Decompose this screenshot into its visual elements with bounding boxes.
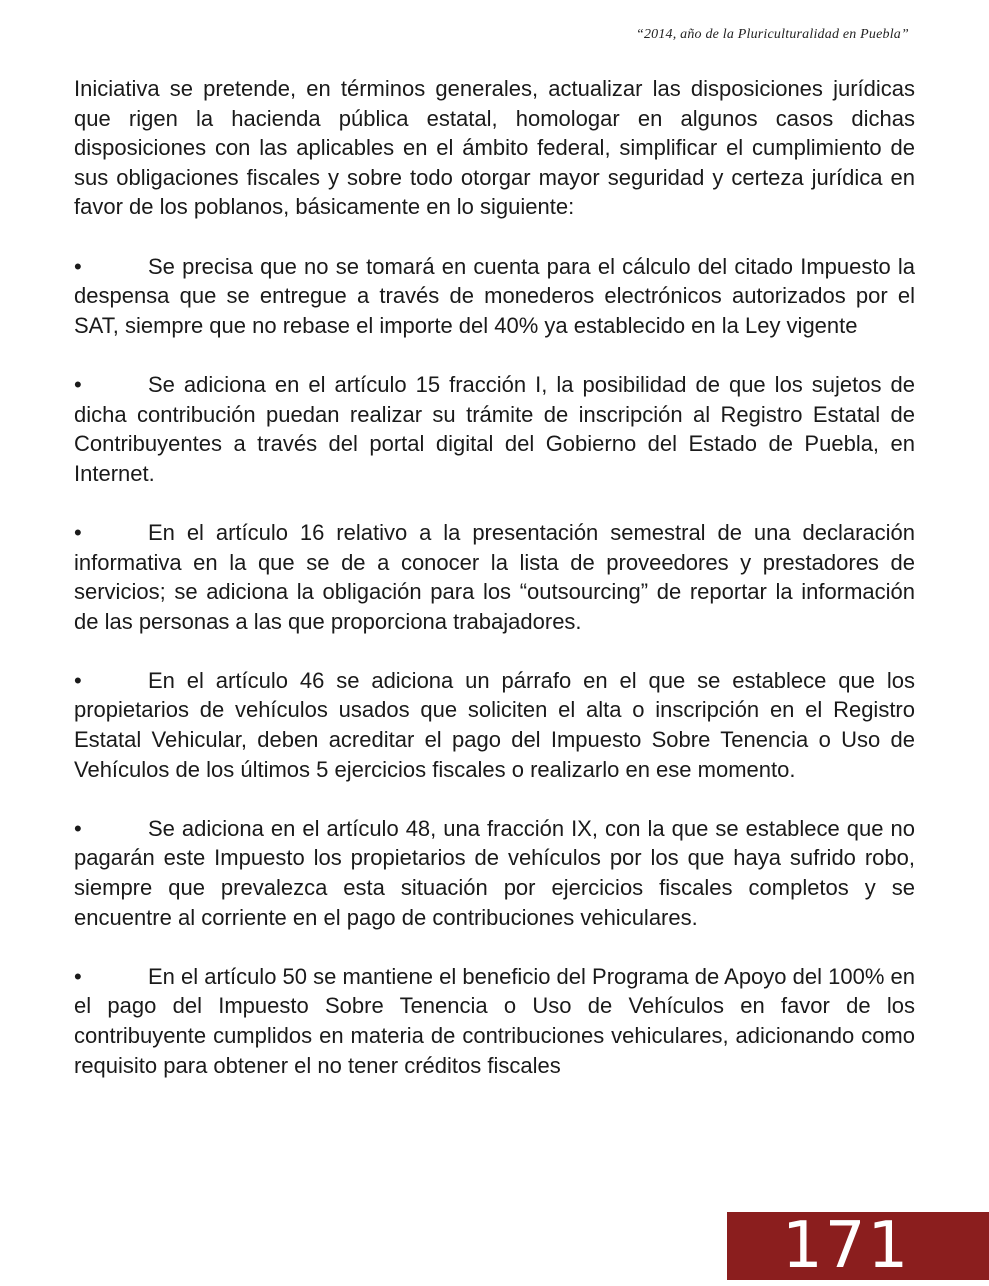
page-number: 171 (782, 1209, 911, 1283)
list-item (74, 252, 915, 341)
paragraph-spacer (74, 784, 915, 814)
list-item (74, 666, 915, 784)
paragraph-spacer (74, 636, 915, 666)
bullet-symbol: • (74, 371, 82, 397)
list-item (74, 518, 915, 636)
list-item (74, 370, 915, 488)
bullet-symbol: • (74, 815, 82, 841)
list-item (74, 962, 915, 1080)
bullet-symbol: • (74, 667, 82, 693)
list-item (74, 814, 915, 932)
list-item-text: Se adiciona en el artículo 15 fracción I, la posibilidad de que los sujetos de dicha contribución puedan realizar su trámite de inscripción al Registro Estatal de Contribuyentes a través del portal digital del Gobierno del Estado de Puebla, en Internet. (74, 371, 915, 486)
list-item-text: En el artículo 46 se adiciona un párrafo en el que se establece que los propietarios de vehículos usados que soliciten el alta o inscripción en el Registro Estatal Vehicular, deben acreditar el pago del Impuesto Sobre Tenencia o Uso de Vehículos de los últimos 5 ejercicios fiscales o realizarlo en ese momento. (74, 667, 915, 782)
paragraph-spacer (74, 340, 915, 370)
bullet-symbol: • (74, 963, 82, 989)
bullet-symbol: • (74, 519, 82, 545)
list-item-text: En el artículo 16 relativo a la presentación semestral de una declaración informativa en la que se de a conocer la lista de proveedores y prestadores de servicios; se adiciona la obligación para los “outsourcing” de reportar la información de las personas a las que proporciona trabajadores. (74, 519, 915, 634)
document-body (74, 74, 915, 1080)
paragraph-spacer (74, 488, 915, 518)
page-header-title: “2014, año de la Pluriculturalidad en Puebla” (635, 27, 909, 42)
list-item-text: Se adiciona en el artículo 48, una fracción IX, con la que se establece que no pagarán este Impuesto los propietarios de vehículos por los que haya sufrido robo, siempre que prevalezca esta situación por ejercicios fiscales completos y se encuentre al corriente en el pago de contribuciones vehiculares. (74, 815, 915, 930)
paragraph-spacer (74, 932, 915, 962)
list-item-text: Se precisa que no se tomará en cuenta para el cálculo del citado Impuesto la despensa que se entregue a través de monederos electrónicos autorizados por el SAT, siempre que no rebase el importe del 40% ya establecido en la Ley vigente (74, 253, 915, 338)
intro-paragraph: Iniciativa se pretende, en términos generales, actualizar las disposiciones jurídicas que rigen la hacienda pública estatal, homologar en algunos casos dichas disposiciones con las aplicables en el ámbito federal, simplificar el cumplimiento de sus obligaciones fiscales y sobre todo otorgar mayor seguridad y certeza jurídica en favor de los poblanos, básicamente en lo siguiente: (74, 76, 915, 220)
list-item-text: En el artículo 50 se mantiene el beneficio del Programa de Apoyo del 100% en el pago del Impuesto Sobre Tenencia o Uso de Vehículos en favor de los contribuyente cumplidos en materia de contribuciones vehiculares, adicionando como requisito para obtener el no tener créditos fiscales (74, 963, 915, 1078)
page-number-badge (727, 1209, 989, 1283)
bullet-symbol: • (74, 253, 82, 279)
paragraph-spacer (74, 222, 915, 252)
